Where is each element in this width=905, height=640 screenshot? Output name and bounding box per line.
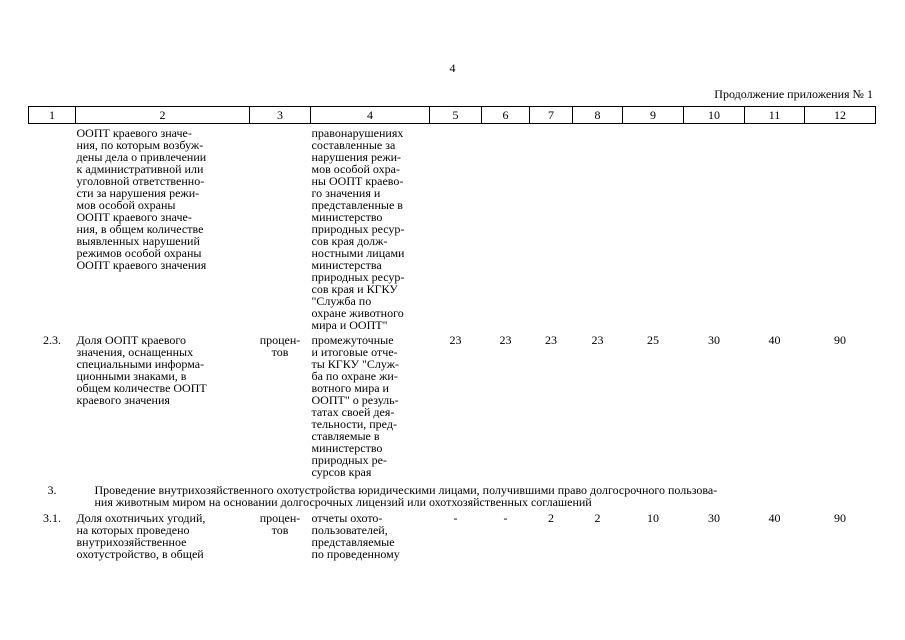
table-row-3 (29, 478, 876, 508)
value-cell: 40 (768, 511, 781, 525)
column-header: 1 (29, 107, 76, 124)
value-cell: - (453, 511, 458, 525)
table-row-2-3 (29, 331, 876, 478)
value-cell: 23 (545, 333, 557, 347)
column-header: 3 (250, 107, 311, 124)
data-source: промежуточные и итоговые отче- ты КГКУ "Служ- ба по охране жи- вотного мира и ООПТ" о резуль- татах своей дея- тельности, пред- ставляемые в министерство природных ре- сурсов края (311, 333, 400, 479)
value-cell: 2 (548, 511, 554, 525)
column-header: 4 (311, 107, 430, 124)
value-cell: 23 (449, 333, 462, 347)
row-number: 2.3. (43, 333, 61, 347)
value-cell: 2 (594, 511, 601, 525)
column-header: 12 (805, 107, 876, 124)
column-header: 7 (530, 107, 573, 124)
data-source: правонарушениях составленные за нарушения режи- мов особой охра- ны ООПТ краево- го значения и представленные в министерство природных ресур- сов края долж- ностными лицами министерства природных ресур- сов края и КГКУ "Служба по охране животного мира и ООПТ" (311, 126, 405, 332)
unit (250, 124, 311, 332)
table-row-continuation (29, 124, 876, 332)
table-row-3-1 (29, 508, 876, 560)
value-cell: 30 (708, 333, 720, 347)
continuation-label: Продолжение приложения № 1 (714, 87, 873, 101)
data-source: отчеты охото- пользователей, представляемые по проведенному (311, 511, 400, 561)
indicator-name: ООПТ краевого значе- ния, по которым возбуж- дены дела о привлечении к административной или уголовной ответственно- сти за нарушения режи- мов особой охраны ООПТ краевого значе- ния, в общем количестве выявленных нарушений режимов особой охраны ООПТ краевого значения (76, 126, 207, 272)
value-cell: 90 (834, 511, 846, 525)
value-cell: 23 (499, 333, 512, 347)
value-cell: 30 (708, 511, 720, 525)
value-cell: 10 (647, 511, 659, 525)
unit: процен- тов (259, 511, 301, 537)
column-header: 2 (76, 107, 250, 124)
column-header: 5 (430, 107, 482, 124)
indicator-name: Доля ООПТ краевого значения, оснащенных специальными информа- ционными знаками, в общем количестве ООПТ краевого значения (76, 333, 207, 407)
row-number: 3.1. (43, 511, 61, 525)
column-number-row (29, 107, 876, 124)
column-header: 9 (623, 107, 684, 124)
page-number: 4 (449, 61, 456, 75)
indicator-name: Доля охотничьих угодий, на которых проведено внутрихозяйственное охотустройство, в общей (76, 511, 206, 561)
value-cell: 23 (591, 333, 604, 347)
section-heading: Проведение внутрихозяйственного охотустройства юридическими лицами, получившими право долгосрочного пользова- ния животным миром на основании долгосрочных лицензий или охотхозяйственных соглашений (94, 483, 718, 509)
column-header: 11 (745, 107, 805, 124)
unit: процен- тов (259, 333, 301, 359)
row-number: 3. (47, 483, 57, 497)
row-number (29, 124, 76, 332)
column-header: 10 (684, 107, 745, 124)
column-header: 8 (573, 107, 623, 124)
value-cell: 90 (834, 333, 846, 347)
value-cell: 25 (647, 333, 659, 347)
column-header: 6 (482, 107, 530, 124)
value-cell: - (503, 511, 508, 525)
appendix-table (28, 106, 876, 560)
value-cell: 40 (768, 333, 781, 347)
